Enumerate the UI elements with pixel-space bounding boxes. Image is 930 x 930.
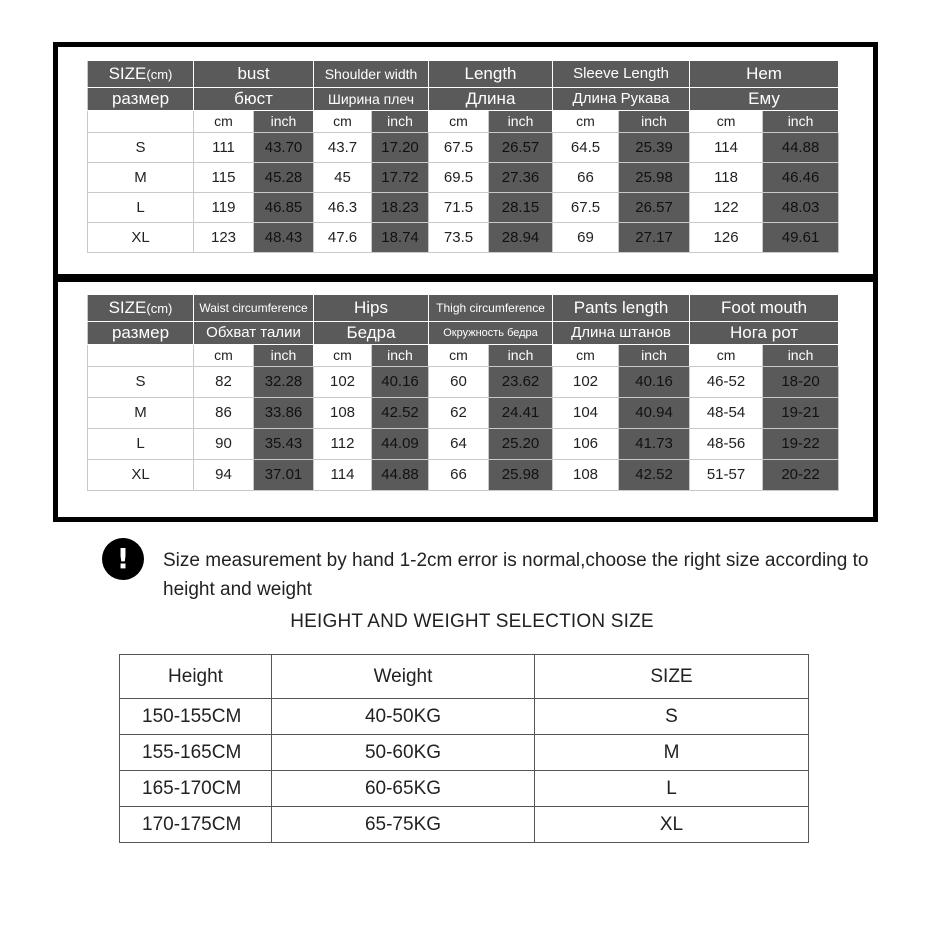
unit-row [88, 344, 839, 366]
unit-blank-cell [88, 344, 194, 366]
cm-value-cell: 62 [429, 397, 489, 428]
thigh-header: Thigh circumference [429, 295, 553, 321]
unit-inch-cell: inch [372, 110, 429, 132]
cm-value-cell: 45 [314, 162, 372, 192]
size-cell: L [535, 771, 809, 807]
cm-value-cell: 69 [553, 222, 619, 252]
inch-value-cell: 28.94 [489, 222, 553, 252]
unit-inch-cell: inch [763, 344, 839, 366]
unit-inch-cell: inch [254, 344, 314, 366]
bust-header-ru: бюст [194, 87, 314, 110]
thigh-header-ru: Окружность бедра [429, 321, 553, 344]
unit-cm-cell: cm [194, 110, 254, 132]
foot-mouth-header: Foot mouth [690, 295, 839, 321]
inch-value-cell: 33.86 [254, 397, 314, 428]
height-cell: 170-175CM [120, 807, 272, 843]
size-label-cell: S [88, 132, 194, 162]
inch-value-cell: 46.46 [763, 162, 839, 192]
table-row [88, 192, 839, 222]
inch-value-cell: 42.52 [372, 397, 429, 428]
unit-blank-cell [88, 110, 194, 132]
inch-value-cell: 46.85 [254, 192, 314, 222]
inch-value-cell: 32.28 [254, 366, 314, 397]
shoulder-width-header: Shoulder width [314, 61, 429, 87]
cm-value-cell: 108 [553, 459, 619, 490]
cm-value-cell: 51-57 [690, 459, 763, 490]
cm-value-cell: 126 [690, 222, 763, 252]
cm-value-cell: 114 [314, 459, 372, 490]
inch-value-cell: 27.36 [489, 162, 553, 192]
inch-value-cell: 19-21 [763, 397, 839, 428]
cm-value-cell: 64 [429, 428, 489, 459]
hem-header: Hem [690, 61, 839, 87]
size-label-cell: M [88, 162, 194, 192]
inch-value-cell: 26.57 [619, 192, 690, 222]
cm-value-cell: 48-54 [690, 397, 763, 428]
cm-value-cell: 67.5 [429, 132, 489, 162]
unit-cm-cell: cm [429, 110, 489, 132]
table-row [120, 735, 809, 771]
size-header-ru: размер [88, 87, 194, 110]
cm-value-cell: 112 [314, 428, 372, 459]
cm-value-cell: 66 [429, 459, 489, 490]
hips-header-ru: Бедра [314, 321, 429, 344]
pants-length-header: Pants length [553, 295, 690, 321]
inch-value-cell: 17.72 [372, 162, 429, 192]
inch-value-cell: 48.03 [763, 192, 839, 222]
size-header: SIZE(cm) [88, 295, 194, 321]
length-header: Length [429, 61, 553, 87]
hw-header-row [120, 655, 809, 699]
unit-inch-cell: inch [489, 344, 553, 366]
inch-value-cell: 40.94 [619, 397, 690, 428]
inch-value-cell: 17.20 [372, 132, 429, 162]
weight-header: Weight [272, 655, 535, 699]
inch-value-cell: 28.15 [489, 192, 553, 222]
size-header-ru: размер [88, 321, 194, 344]
foot-mouth-header-ru: Нога рот [690, 321, 839, 344]
weight-cell: 60-65KG [272, 771, 535, 807]
table-row [120, 699, 809, 735]
inch-value-cell: 25.20 [489, 428, 553, 459]
inch-value-cell: 37.01 [254, 459, 314, 490]
inch-value-cell: 35.43 [254, 428, 314, 459]
cm-value-cell: 118 [690, 162, 763, 192]
unit-inch-cell: inch [489, 110, 553, 132]
selection-title: HEIGHT AND WEIGHT SELECTION SIZE [290, 611, 654, 632]
cm-value-cell: 48-56 [690, 428, 763, 459]
size-label-cell: XL [88, 222, 194, 252]
cm-value-cell: 82 [194, 366, 254, 397]
cm-value-cell: 71.5 [429, 192, 489, 222]
cm-value-cell: 73.5 [429, 222, 489, 252]
cm-value-cell: 102 [553, 366, 619, 397]
weight-cell: 40-50KG [272, 699, 535, 735]
table-row [88, 222, 839, 252]
hem-header-ru: Ему [690, 87, 839, 110]
inch-value-cell: 25.98 [489, 459, 553, 490]
unit-cm-cell: cm [314, 110, 372, 132]
inch-value-cell: 25.39 [619, 132, 690, 162]
unit-cm-cell: cm [690, 344, 763, 366]
inch-value-cell: 23.62 [489, 366, 553, 397]
inch-value-cell: 44.09 [372, 428, 429, 459]
unit-inch-cell: inch [254, 110, 314, 132]
weight-cell: 50-60KG [272, 735, 535, 771]
size-label-cell: S [88, 366, 194, 397]
table-row [88, 132, 839, 162]
cm-value-cell: 46.3 [314, 192, 372, 222]
top-size-table [87, 61, 839, 253]
inch-value-cell: 25.98 [619, 162, 690, 192]
cm-value-cell: 69.5 [429, 162, 489, 192]
unit-cm-cell: cm [429, 344, 489, 366]
unit-cm-cell: cm [194, 344, 254, 366]
height-cell: 150-155CM [120, 699, 272, 735]
waist-header-ru: Обхват талии [194, 321, 314, 344]
inch-value-cell: 40.16 [372, 366, 429, 397]
inch-value-cell: 45.28 [254, 162, 314, 192]
unit-cm-cell: cm [553, 110, 619, 132]
inch-value-cell: 44.88 [763, 132, 839, 162]
inch-value-cell: 44.88 [372, 459, 429, 490]
cm-value-cell: 119 [194, 192, 254, 222]
length-header-ru: Длина [429, 87, 553, 110]
pants-length-header-ru: Длина штанов [553, 321, 690, 344]
measurement-notice: Size measurement by hand 1-2cm error is normal,choose the right size according to height and weight [163, 550, 869, 600]
size-label-cell: L [88, 192, 194, 222]
inch-value-cell: 24.41 [489, 397, 553, 428]
cm-value-cell: 43.7 [314, 132, 372, 162]
sleeve-length-header: Sleeve Length [553, 61, 690, 87]
cm-value-cell: 123 [194, 222, 254, 252]
cm-value-cell: 64.5 [553, 132, 619, 162]
table-row [88, 397, 839, 428]
hips-header: Hips [314, 295, 429, 321]
cm-value-cell: 115 [194, 162, 254, 192]
cm-value-cell: 86 [194, 397, 254, 428]
cm-value-cell: 47.6 [314, 222, 372, 252]
weight-cell: 65-75KG [272, 807, 535, 843]
inch-value-cell: 18.23 [372, 192, 429, 222]
unit-inch-cell: inch [619, 344, 690, 366]
unit-inch-cell: inch [619, 110, 690, 132]
cm-value-cell: 102 [314, 366, 372, 397]
bottom-size-table [87, 295, 839, 491]
cm-value-cell: 46-52 [690, 366, 763, 397]
cm-value-cell: 111 [194, 132, 254, 162]
inch-value-cell: 48.43 [254, 222, 314, 252]
inch-value-cell: 43.70 [254, 132, 314, 162]
cm-value-cell: 114 [690, 132, 763, 162]
inch-value-cell: 41.73 [619, 428, 690, 459]
unit-inch-cell: inch [372, 344, 429, 366]
size-label-cell: XL [88, 459, 194, 490]
bust-header: bust [194, 61, 314, 87]
cm-value-cell: 122 [690, 192, 763, 222]
sleeve-length-header-ru: Длина Рукава [553, 87, 690, 110]
cm-value-cell: 106 [553, 428, 619, 459]
inch-value-cell: 49.61 [763, 222, 839, 252]
inch-value-cell: 26.57 [489, 132, 553, 162]
cm-value-cell: 108 [314, 397, 372, 428]
cm-value-cell: 94 [194, 459, 254, 490]
waist-header: Waist circumference [194, 295, 314, 321]
size-label-cell: M [88, 397, 194, 428]
inch-value-cell: 18-20 [763, 366, 839, 397]
inch-value-cell: 18.74 [372, 222, 429, 252]
cm-value-cell: 67.5 [553, 192, 619, 222]
unit-inch-cell: inch [763, 110, 839, 132]
exclamation-icon: ! [102, 538, 144, 580]
size-cell: XL [535, 807, 809, 843]
unit-cm-cell: cm [690, 110, 763, 132]
shoulder-width-header-ru: Ширина плеч [314, 87, 429, 110]
cm-value-cell: 90 [194, 428, 254, 459]
unit-row [88, 110, 839, 132]
unit-cm-cell: cm [314, 344, 372, 366]
size-cell: S [535, 699, 809, 735]
size-header: SIZE [535, 655, 809, 699]
height-weight-table [119, 654, 809, 843]
inch-value-cell: 27.17 [619, 222, 690, 252]
cm-value-cell: 104 [553, 397, 619, 428]
inch-value-cell: 40.16 [619, 366, 690, 397]
height-cell: 155-165CM [120, 735, 272, 771]
table-row [88, 428, 839, 459]
inch-value-cell: 20-22 [763, 459, 839, 490]
size-label-cell: L [88, 428, 194, 459]
cm-value-cell: 66 [553, 162, 619, 192]
size-header: SIZE(cm) [88, 61, 194, 87]
unit-cm-cell: cm [553, 344, 619, 366]
inch-value-cell: 42.52 [619, 459, 690, 490]
cm-value-cell: 60 [429, 366, 489, 397]
table-row [120, 771, 809, 807]
table-row [88, 162, 839, 192]
size-cell: M [535, 735, 809, 771]
table-row [120, 807, 809, 843]
table-row [88, 366, 839, 397]
inch-value-cell: 19-22 [763, 428, 839, 459]
height-header: Height [120, 655, 272, 699]
height-cell: 165-170CM [120, 771, 272, 807]
table-row [88, 459, 839, 490]
